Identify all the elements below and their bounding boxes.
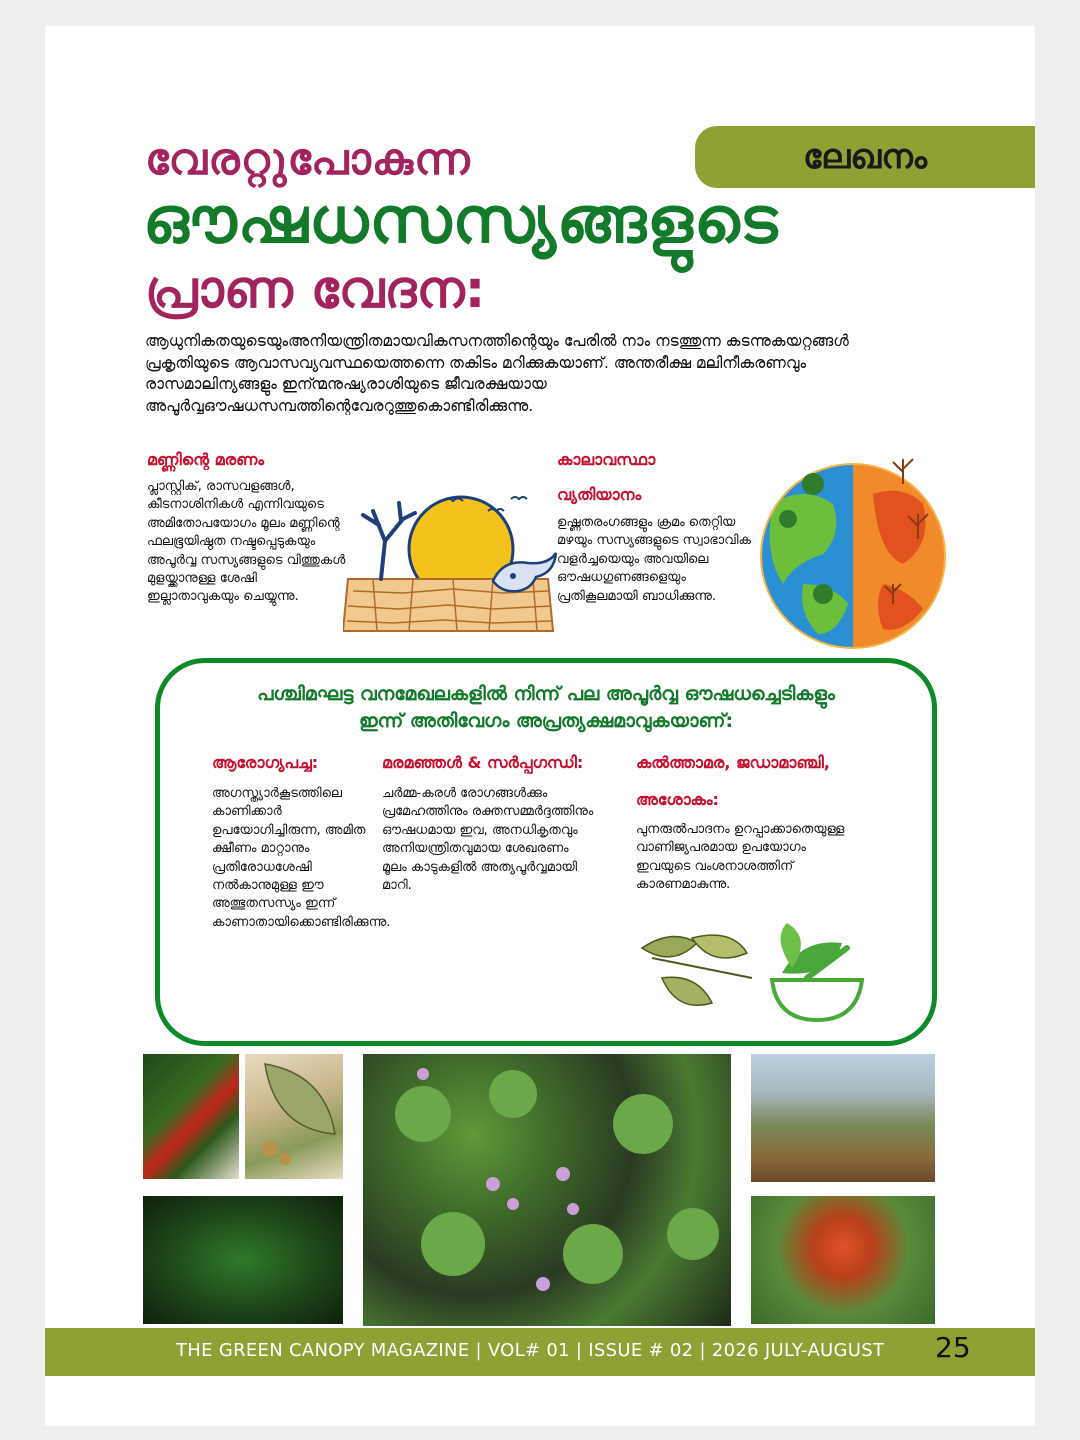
box-title [160,681,932,735]
col2-body: ചർമ്മ-കരൾ രോഗങ്ങൾക്കും പ്രമേഹത്തിനും രക്തസമ്മർദ്ദത്തിനും ഔഷധമായ ഇവ, അനധികൃതവും അനിയന്ത്രിതവുമായ ശേഖരണം മൂലം കാടുകളിൽ അത്യപൂർവ്വമായി മാറി. [382,786,594,894]
photo-ashokam [751,1196,935,1324]
climate-body: ഉഷ്ണതരംഗങ്ങളും ക്രമം തെറ്റിയ മഴയും സസ്യങ്ങളുടെ സ്വാഭാവിക വളർച്ചയെയും അവയിലെ ഔഷധഗുണങ്ങളെയും പ്രതികൂലമായി ബാധിക്കുന്നു. [557,515,751,604]
page-number: 25 [935,1331,971,1364]
photo-sarpagandhi [143,1054,239,1179]
climate-heading-2: വ്യതിയാനം [557,485,642,504]
col3-body: പുനരുൽപാദനം ഉറപ്പാക്കാതെയുള്ള വാണിജ്യപരമായ ഉപയോഗം ഇവയുടെ വംശനാശത്തിന് കാരണമാകുന്നു. [636,822,845,893]
title-line-3: പ്രാണ വേദന: [145,260,486,320]
footer-text: THE GREEN CANOPY MAGAZINE | VOL# 01 | ISSUE # 02 | 2026 JULY-AUGUST [176,1340,885,1361]
globe-climate-illustration [753,444,958,649]
forest-flowers-drawing [363,1054,731,1326]
botanical-sketch-drawing [245,1054,343,1179]
title-line-1: വേരറ്റുപോകുന്ന [145,134,471,185]
title-line-2: ഔഷധസസ്യങ്ങളുടെ [143,184,779,258]
endangered-plants-box [155,658,937,1046]
intro-paragraph: ആധുനികതയുടെയുംഅനിയന്ത്രിതമായവികസനത്തിന്റെയും പേരിൽ നാം നടത്തുന്ന കടന്നുകയറ്റങ്ങൾ പ്രകൃതിയുടെ ആവാസവ്യവസ്ഥയെത്തന്നെ തകിടം മറിക്കുകയാണ്. അന്തരീക്ഷ മലിനീകരണവും രാസമാലിന്യങ്ങളും ഇന്ന്മനുഷ്യരാശിയുടെ ജീവരക്ഷയായ അപൂർവ്വഔഷധസമ്പത്തിന്റെവേരറുത്തുകൊണ്ടിരിക്കുന്നു. [145,332,849,415]
box-title-line-1: പശ്ചിമഘട്ട വനമേഖലകളിൽ നിന്ന് പല അപൂർവ്വ ഔഷധച്ചെടികളും [257,683,835,705]
photo-botanical-sketch [245,1054,343,1179]
article-tag: ലേഖനം [695,126,1035,188]
col3-heading-1: കൽത്താമര, ജഡാമാഞ്ചി, [636,753,830,772]
col3-heading-2: അശോകം: [636,790,719,809]
soil-body: പ്ലാസ്റ്റിക്, രാസവളങ്ങൾ, കീടനാശിനികൾ എന്നിവയുടെ അമിതോപയോഗം മൂലം മണ്ണിന്റെ ഫലഭൂയിഷ്ഠത നഷ്ടപ്പെടുകയും അപൂർവ്വ സസ്യങ്ങളുടെ വിത്തുകൾ മുളയ്ക്കാനുള്ള ശേഷി ഇല്ലാതാവുകയും ചെയ്യുന്നു. [147,479,346,605]
col1-body: അഗസ്ത്യാർകൂടത്തിലെ കാണിക്കാർ ഉപയോഗിച്ചിരുന്ന, അമിത ക്ഷീണം മാറ്റാനും പ്രതിരോധശേഷി നൽകാനുമുള്ള ഈ അത്ഭുതസസ്യം ഇന്ന് കാണാതായിക്കൊണ്ടിരിക്കുന്നു. [212,786,391,930]
box-title-line-2: ഇന്ന് അതിവേഗം അപ്രത്യക്ഷമാവുകയാണ്: [358,710,734,732]
soil-heading: മണ്ണിന്റെ മരണം [147,450,265,469]
herbal-leaves-illustration [622,918,872,1028]
photo-arogyapacha [143,1196,343,1324]
dry-land-illustration [343,481,558,636]
col1-heading: ആരോഗ്യപച്ച: [212,753,319,772]
magazine-page [45,26,1035,1426]
col2-heading: മരമഞ്ഞൾ & സർപ്പഗന്ധി: [382,753,584,772]
photo-forest-floor-flowers [363,1054,731,1326]
climate-heading-1: കാലാവസ്ഥാ [557,450,656,469]
photo-jadamanji [751,1054,935,1182]
